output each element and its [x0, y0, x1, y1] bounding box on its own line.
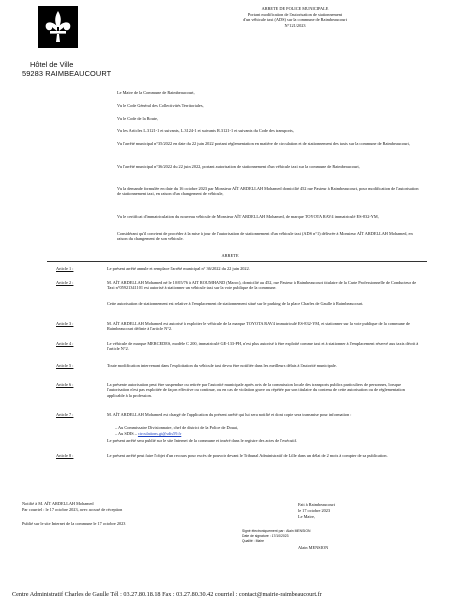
article-text: M. AÏT ARDELLAH Mohamed est chargé de l'application du présent arrêté qui lui sera notifié et dont copie sera transmise pour information : [107, 412, 352, 417]
article-text: La présente autorisation peut être suspendue ou retirée par l'autorité municipale après avis de la commission locale des transports publics particuliers de personnes, lorsque l'autorisation n'est pas exploitée de façon effective ou continue, ou en cas de violation grave ou répétée par son titulaire du contenu de cette autorisation ou de réglementation applicable à la profession. [107, 382, 405, 398]
preamble-line: Considérant qu'il convient de procéder à la mise à jour de l'autorisation de stationnement d'un véhicule taxi (ADS n°1) délivrée à Monsieur AÏT ARDELLAH Mohamed, en raison du changement de son véhicule. [117, 231, 413, 242]
date-line: le 17 octobre 2023 [298, 508, 331, 513]
preamble-line: Vu la demande formulée en date du 16 octobre 2023 par Monsieur AÏT ARDELLAH Mohamed domicilié 452 rue Pasteur à Raimbeaucourt, pour modification de l'autorisation de stationnement taxi, en raison d'un changement de véhicule, [117, 186, 419, 197]
signature-info: Signé électroniquement par : Alain MENSION [242, 529, 311, 533]
preamble-line: Vu l'arrêté municipal n°36/2022 du 22 juin 2022, portant autorisation de stationnement d'un véhicule taxi sur la commune de Raimbeaucourt, [117, 164, 360, 169]
article-text: Le présent arrêté peut faire l'objet d'un recours pour excès de pouvoir devant le Tribunal Administratif de Lille dans un délai de 2 mois à compter de sa publication. [107, 453, 388, 458]
published-line: Publié sur le site Internet de la commune le 17 octobre 2023 [22, 521, 126, 526]
bullet-text: Au Commissaire Divisionnaire, chef de district de la Police de Douai, [118, 425, 239, 430]
bullet-text: Au SDIS – [118, 431, 138, 436]
article-label: Article 6 : [56, 382, 74, 387]
article-label: Article 4 : [56, 341, 74, 346]
preamble-line: Vu le certificat d'immatriculation du nouveau véhicule de Monsieur AÏT ARDELLAH Mohamed, de marque TOYOTA RAV4 immatriculé ES-832-YM, [117, 214, 379, 219]
article-text: Cette autorisation de stationnement est relative à l'emplacement de stationnement situé sur le parking de la place Charles de Gaulle à Raimbeaucourt. [107, 301, 364, 306]
town-address: 59283 RAIMBEAUCOURT [22, 69, 112, 78]
article-text: Toute modification intervenant dans l'exploitation du véhicule taxi devra être notifiée dans les meilleurs délais à l'autorité municipale. [107, 363, 337, 368]
notified-line: Notifié à M. AÏT ARDELLAH Mohamed [22, 501, 94, 506]
article-label: Article 2 : [56, 280, 74, 285]
fleur-de-lis-logo [38, 6, 78, 48]
footer-address: Centre Administratif Charles de Gaulle Tél : 03.27.80.18.18 Fax : 03.27.80.30.42 courriel : contact@mairie-raimbeaucourt.fr [12, 591, 322, 598]
signature-quality: Qualité : Maire [242, 539, 265, 543]
divider [47, 261, 427, 262]
decree-title: ARRETE DE POLICE MUNICIPALE [261, 6, 329, 11]
article-label: Article 8 : [56, 453, 74, 458]
article-label: Article 7 : [56, 412, 74, 417]
signer-name: Alain MENSION [298, 545, 329, 550]
article-label: Article 1 : [56, 266, 74, 271]
mayor-line: Le Maire, [298, 514, 315, 519]
courier-line: Par courriel : le 17 octobre 2023, avec accusé de réception [22, 507, 123, 512]
decree-subtitle-2: d'un véhicule taxi (ADS) sur la commune de Raimbeaucourt [243, 17, 347, 22]
decree-subtitle-1: Portant modification de l'autorisation de stationnement [247, 11, 343, 17]
article-text: M. AÏT ARDELLAH Mohamed est autorisé à exploiter le véhicule de la marque TOYOTA RAV4 immatriculé ES-832-YM, et stationner sur la voie publique de la commune de Raimbeaucourt définie à l'article N°2. [107, 321, 410, 332]
arrete-heading: ARRETE [221, 253, 239, 258]
article-text: M. AÏT ARDELLAH Mohamed né le 10/05/76 à AIT ROUMHAND (Maroc), domicilié au 452, rue Pasteur à Raimbeaucourt titulaire de la Carte Professionnelle de Conducteur de Taxi n°05921341101 est autorisé à stationner un véhicule taxi sur la voie publique de la commune. [107, 280, 417, 291]
town-hall-label: Hôtel de Ville [30, 60, 74, 69]
preamble-line: Vu l'arrêté municipal n°35/2022 en date du 22 juin 2022 portant réglementation en matière de circulation et de stationnement des taxis sur la commune de Raimbeaucourt, [117, 141, 410, 146]
preamble-line: Le Maire de la Commune de Raimbeaucourt, [117, 90, 195, 95]
article-label: Article 3 : [56, 321, 74, 326]
decree-number: N°121/2023 [284, 22, 306, 28]
signature-date: Date de signature : 17/10/2023 [242, 534, 289, 538]
article-text: Le véhicule de marque MERCEDES, modèle C 200, immatriculé GE-133-PH, n'est plus autorisé à être exploité comme taxi et à stationner à l'emplacement réservé aux taxis décrit à l'article N°2. [107, 341, 419, 352]
preamble-line: Vu le Code de la Route, [117, 116, 159, 121]
article-text: Le présent arrêté annule et remplace l'arrêté municipal n° 36/2022 du 22 juin 2022. [107, 266, 250, 271]
article-text: Le présent arrêté sera publié sur le site Internet de la commune et inséré dans le registre des actes de l'exécutif. [107, 438, 298, 443]
preamble-line: Vu le Code Général des Collectivités Territoriales, [117, 103, 204, 108]
sdis-email-link[interactable]: circulations.gt@sdis59.fr [137, 431, 182, 436]
preamble-line: Vu les Articles L.3121-1 et suivants, L.3124-1 et suivants R.3121-1 et suivants du Code des transports, [117, 128, 294, 133]
bullet-item: – Au SDIS – circulations.gt@sdis59.fr [115, 431, 182, 436]
place-line: Fait à Raimbeaucourt [298, 502, 335, 507]
article-label: Article 5 : [56, 363, 74, 368]
bullet-item: – Au Commissaire Divisionnaire, chef de district de la Police de Douai, [115, 425, 239, 430]
